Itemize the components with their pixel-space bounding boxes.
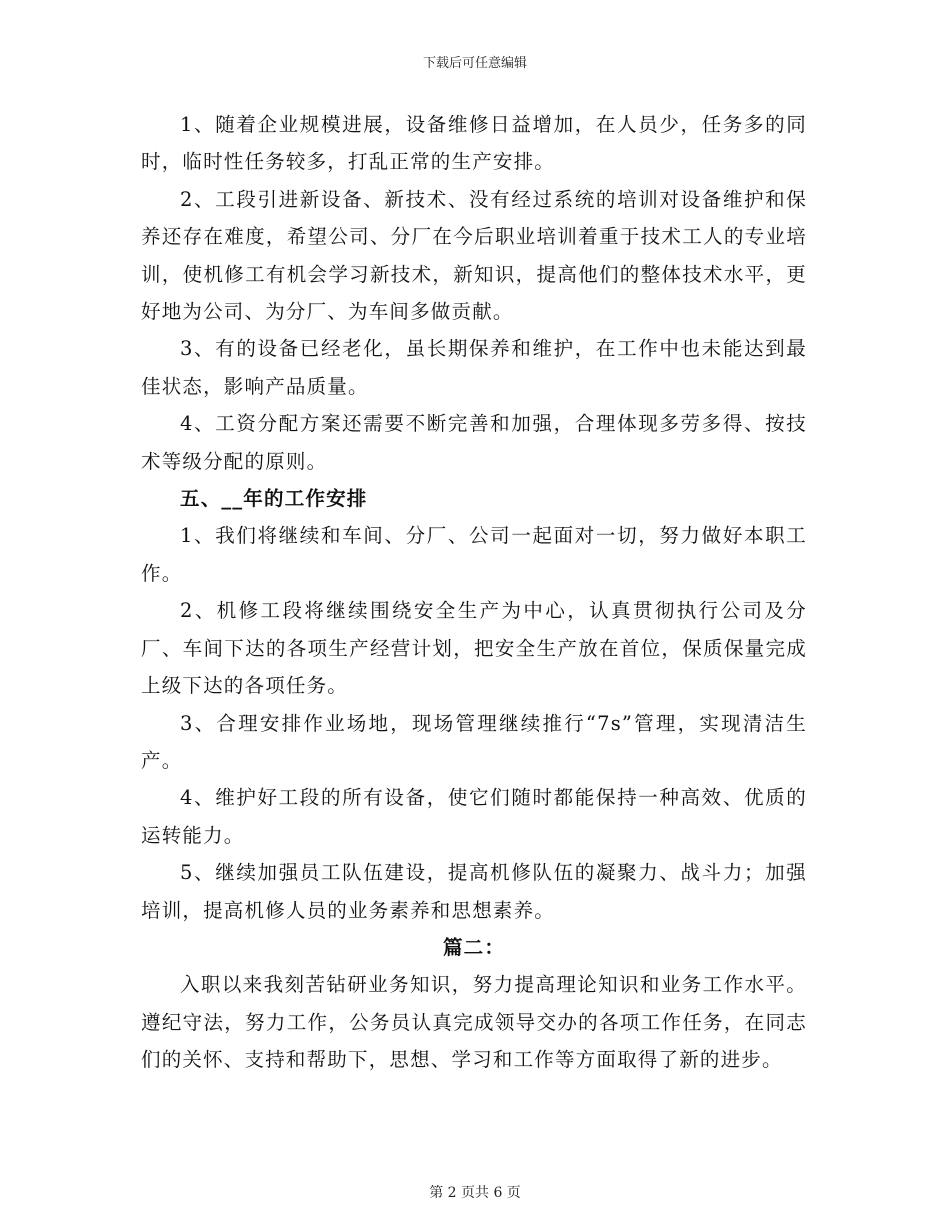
part-two-paragraph-1: 入职以来我刻苦钻研业务知识，努力提高理论知识和业务工作水平。遵纪守法，努力工作，公务员认真完成领导交办的各项工作任务，在同志们的关怀、支持和帮助下，思想、学习和工作等方面取得了新的进步。 xyxy=(141,973,807,1072)
plan-paragraph-1: 1、我们将继续和车间、分厂、公司一起面对一切，努力做好本职工作。 xyxy=(141,524,807,585)
part-heading: 篇二： xyxy=(442,935,506,959)
issue-paragraph-2: 2、工段引进新设备、新技术、没有经过系统的培训对设备维护和保养还存在难度，希望公司、分厂在今后职业培训着重于技术工人的专业培训，使机修工有机会学习新技术，新知识，提高他们的整体技术水平，更好地为公司、为分厂、为车间多做贡献。 xyxy=(141,187,807,324)
plan-paragraph-2: 2、机修工段将继续围绕安全生产为中心，认真贯彻执行公司及分厂、车间下达的各项生产经营计划，把安全生产放在首位，保质保量完成上级下达的各项任务。 xyxy=(141,599,807,698)
plan-paragraph-5: 5、继续加强员工队伍建设，提高机修队伍的凝聚力、战斗力；加强培训，提高机修人员的业务素养和思想素养。 xyxy=(141,861,807,922)
section-heading: 五、__年的工作安排 xyxy=(180,487,368,511)
page-footer: 第 2 页共 6 页 xyxy=(429,1185,521,1201)
plan-paragraph-4: 4、维护好工段的所有设备，使它们随时都能保持一种高效、优质的运转能力。 xyxy=(141,786,807,847)
issue-paragraph-3: 3、有的设备已经老化，虽长期保养和维护，在工作中也未能达到最佳状态，影响产品质量。 xyxy=(141,337,807,398)
document-body xyxy=(141,106,807,1079)
issue-paragraph-4: 4、工资分配方案还需要不断完善和加强，合理体现多劳多得、按技术等级分配的原则。 xyxy=(141,412,807,473)
plan-paragraph-3: 3、合理安排作业场地，现场管理继续推行“7s”管理，实现清洁生产。 xyxy=(141,711,807,772)
page-header: 下载后可任意编辑 xyxy=(422,56,527,71)
issue-paragraph-1: 1、随着企业规模进展，设备维修日益增加，在人员少，任务多的同时，临时性任务较多，打乱正常的生产安排。 xyxy=(141,113,807,174)
